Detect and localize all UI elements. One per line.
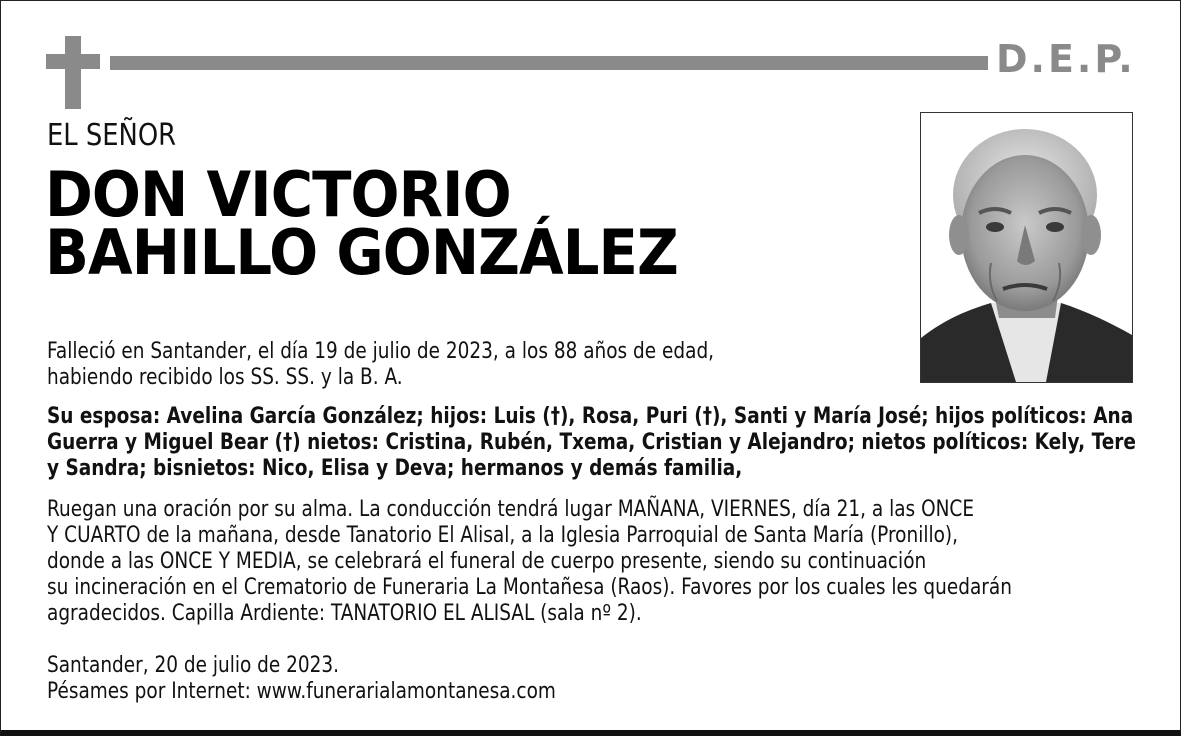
ceremony-line: Ruegan una oración por su alma. La conducción tendrá lugar MAÑANA, VIERNES, día 21, a las ONCE — [47, 497, 975, 522]
death-notice — [47, 339, 714, 391]
ceremony-line: Y CUARTO de la mañana, desde Tanatorio El Alisal, a la Iglesia Parroquial de Santa María (Pronillo), — [47, 523, 959, 548]
ceremony-line: agradecidos. Capilla Ardiente: TANATORIO EL ALISAL (sala nº 2). — [47, 601, 642, 626]
cross-icon-bar — [46, 54, 100, 69]
footer-web: Pésames por Internet: www.funerarialamontanesa.com — [47, 679, 556, 704]
honorific: EL SEÑOR — [47, 118, 177, 153]
footer-date: Santander, 20 de julio de 2023. — [47, 653, 340, 678]
name-line-2: BAHILLO GONZÁLEZ — [45, 216, 678, 289]
ceremony-line: donde a las ONCE Y MEDIA, se celebrará el funeral de cuerpo presente, siendo su continuación — [47, 549, 927, 574]
ceremony-details — [47, 497, 1012, 627]
header-rule — [110, 56, 988, 70]
family-line: Su esposa: Avelina García González; hijos: Luis (†), Rosa, Puri (†), Santi y María José; hijos políticos: Ana — [47, 404, 1134, 429]
dep-label: D.E.P. — [996, 37, 1136, 81]
footer — [47, 653, 556, 705]
name-line-1: DON VICTORIO — [45, 158, 511, 231]
family-list — [47, 404, 1136, 482]
death-notice-line: Falleció en Santander, el día 19 de julio de 2023, a los 88 años de edad, — [47, 339, 715, 364]
portrait-photo — [920, 112, 1133, 383]
cross-icon — [65, 36, 81, 109]
portrait-image — [921, 113, 1132, 382]
death-notice-line: habiendo recibido los SS. SS. y la B. A. — [47, 365, 403, 390]
deceased-name — [45, 158, 678, 289]
family-line: y Sandra; bisnietos: Nico, Elisa y Deva; hermanos y demás familia, — [47, 456, 743, 481]
family-line: Guerra y Miguel Bear (†) nietos: Cristina, Rubén, Txema, Cristian y Alejandro; nietos políticos: Kely, Tere — [47, 430, 1136, 455]
ceremony-line: su incineración en el Crematorio de Funeraria La Montañesa (Raos). Favores por los cuales les quedarán — [47, 575, 1012, 600]
